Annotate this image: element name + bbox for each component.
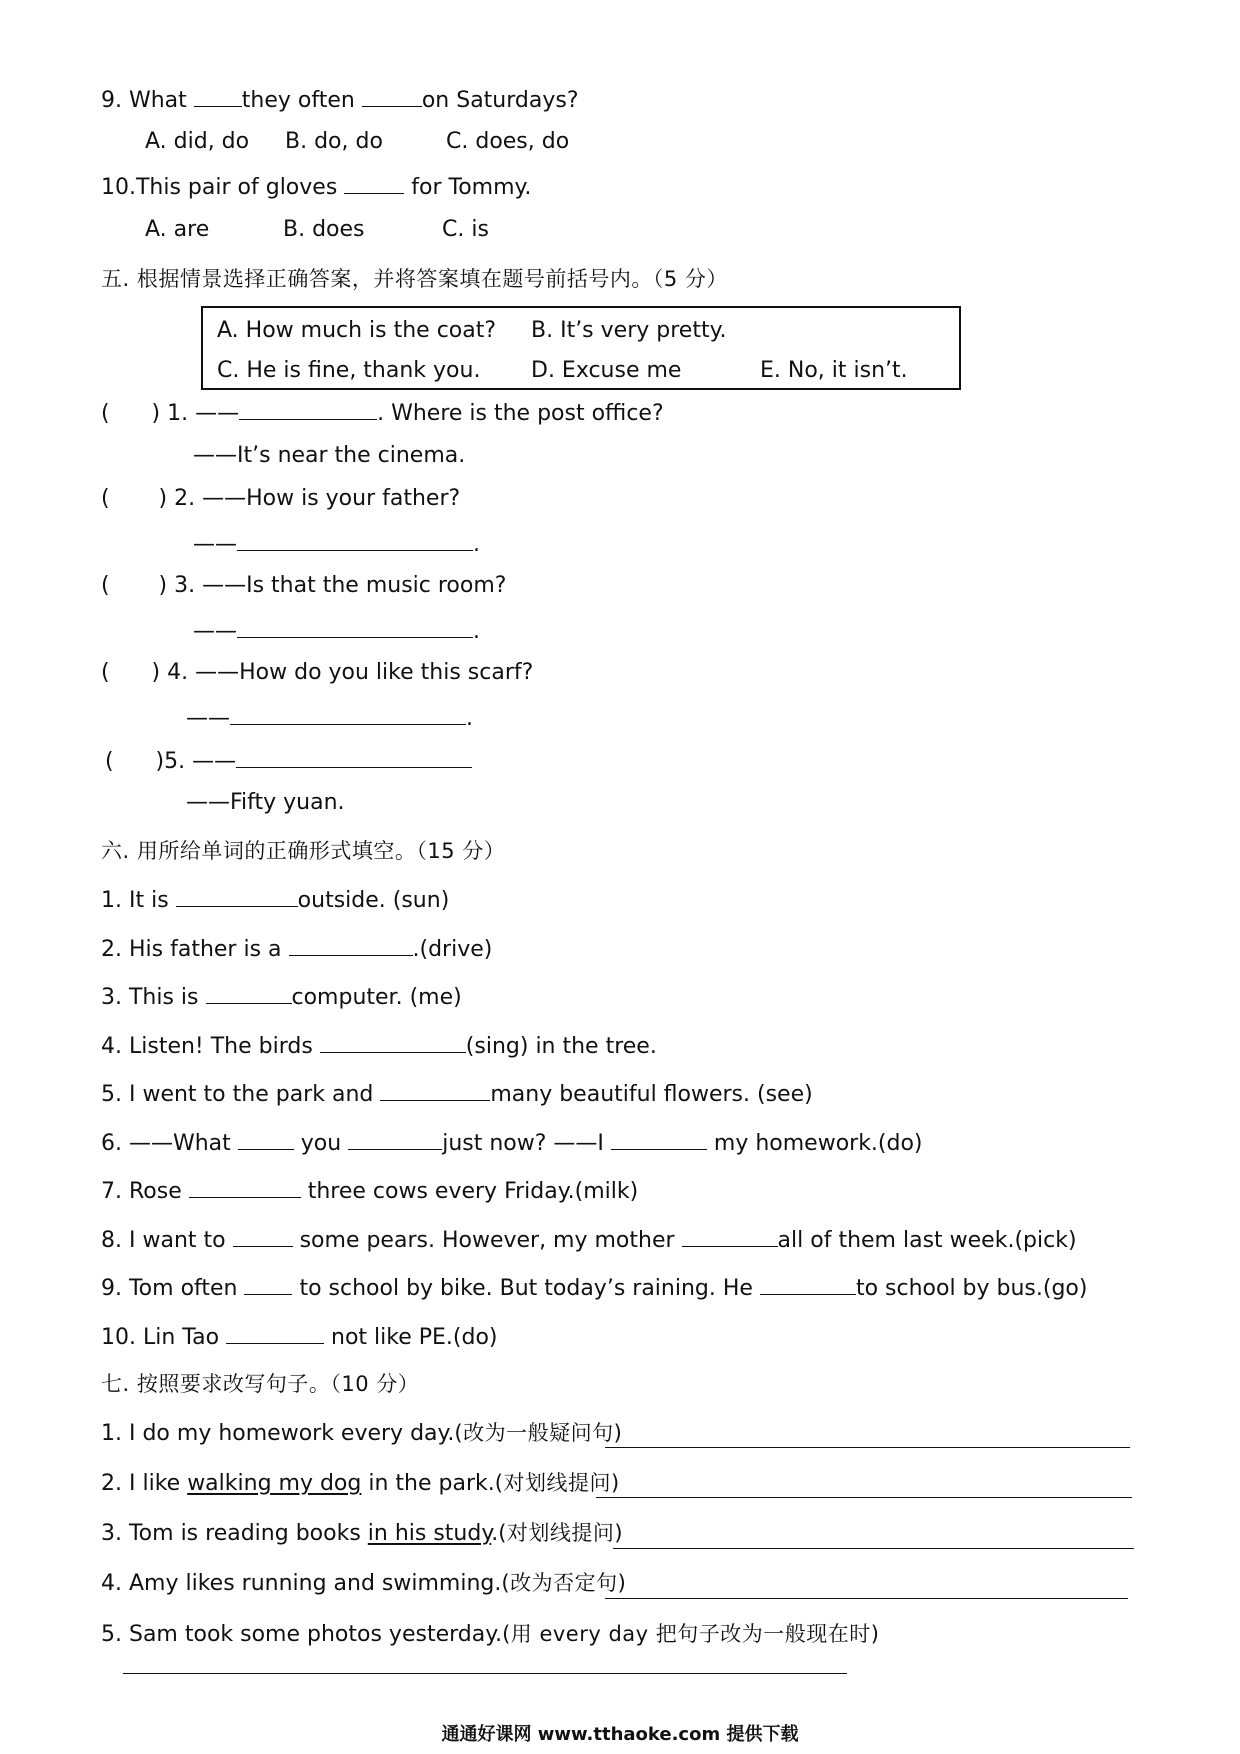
answer-line[interactable] (613, 1548, 1134, 1549)
text: in the park. (361, 1471, 495, 1496)
answer-line[interactable] (605, 1598, 1128, 1599)
answer-blank[interactable] (611, 1127, 707, 1150)
rewrite-question-5 (101, 1619, 879, 1650)
fill-question-9 (101, 1272, 1087, 1304)
fill-question-5 (101, 1078, 813, 1110)
answer-blank[interactable] (239, 397, 377, 420)
choice-b: B. It’s very pretty. (531, 318, 727, 343)
dialogue-item-5 (105, 745, 472, 777)
text: computer. (me) (291, 985, 462, 1010)
dialogue-item-4 (101, 658, 533, 688)
underlined-phrase: in his study (367, 1521, 492, 1546)
answer-blank[interactable] (233, 1224, 293, 1247)
requirement: (对划线提问) (498, 1521, 624, 1545)
mc-q10-option-b: B. does (283, 217, 365, 242)
answer-choices-box (201, 306, 961, 390)
fill-question-6 (101, 1127, 923, 1159)
fill-question-2 (101, 933, 492, 965)
answer-blank[interactable] (189, 1175, 301, 1198)
footer-download-note: 通通好课网 www.tthaoke.com 提供下载 (441, 1724, 799, 1745)
answer-blank[interactable] (237, 615, 473, 638)
dialogue-item-5-reply: ——Fifty yuan. (186, 790, 345, 815)
text: not like PE.(do) (324, 1325, 498, 1350)
answer-blank[interactable] (226, 1321, 324, 1344)
answer-paren[interactable]: ( )5. (105, 749, 186, 774)
fill-question-1 (101, 884, 449, 916)
mc-q9-option-a: A. did, do (145, 129, 250, 154)
answer-paren[interactable]: ( ) 2. (101, 486, 196, 511)
text: 7. Rose (101, 1179, 189, 1204)
dialogue-item-2-reply (193, 528, 480, 560)
section-7-heading: 七. 按照要求改写句子。（10 分） (101, 1372, 420, 1396)
text: just now? ——I (442, 1131, 611, 1156)
dialogue-item-1-reply: ——It’s near the cinema. (193, 443, 466, 468)
mc-q9-option-b: B. do, do (285, 129, 383, 154)
text: —— (193, 619, 237, 644)
underlined-phrase: walking my dog (187, 1471, 362, 1496)
answer-blank[interactable] (230, 702, 466, 725)
choice-d: D. Excuse me (531, 358, 682, 383)
dialogue-item-3-reply (193, 615, 480, 647)
text: ——Is that the music room? (202, 573, 507, 598)
text: 3. Tom is reading books (101, 1521, 368, 1546)
requirement: (对划线提问) (494, 1471, 620, 1495)
answer-blank[interactable] (206, 981, 292, 1004)
answer-blank[interactable] (176, 884, 298, 907)
answer-blank[interactable] (362, 84, 422, 107)
dialogue-item-2 (101, 484, 460, 514)
answer-blank[interactable] (237, 528, 473, 551)
mc-q9-option-c: C. does, do (446, 129, 570, 154)
text: all of them last week.(pick) (777, 1228, 1077, 1253)
text: . (466, 706, 473, 731)
answer-blank[interactable] (348, 1127, 442, 1150)
text: three cows every Friday.(milk) (300, 1179, 639, 1204)
answer-blank[interactable] (244, 1272, 292, 1295)
text: —— (193, 532, 237, 557)
mc-q10-option-a: A. are (145, 217, 210, 242)
fill-question-8 (101, 1224, 1077, 1256)
section-6-heading: 六. 用所给单词的正确形式填空。（15 分） (101, 839, 506, 863)
answer-blank[interactable] (289, 933, 413, 956)
answer-blank[interactable] (760, 1272, 856, 1295)
text: —— (192, 749, 237, 774)
answer-line[interactable] (605, 1447, 1130, 1448)
fill-question-10 (101, 1321, 498, 1353)
text: . (473, 619, 480, 644)
text: 9. Tom often (101, 1276, 245, 1301)
text: 6. ——What (101, 1131, 238, 1156)
rewrite-question-1 (101, 1418, 622, 1449)
answer-paren[interactable]: ( ) 1. (101, 401, 189, 426)
answer-blank[interactable] (380, 1078, 490, 1101)
text: outside. (sun) (297, 888, 450, 913)
text: they often (241, 88, 362, 113)
text: . (473, 532, 480, 557)
answer-blank[interactable] (682, 1224, 778, 1247)
text: 5. Sam took some photos yesterday. (101, 1622, 503, 1647)
text: many beautiful flowers. (see) (490, 1082, 813, 1107)
mc-question-10 (101, 171, 531, 203)
choice-e: E. No, it isn’t. (760, 358, 908, 383)
text: my homework.(do) (706, 1131, 923, 1156)
text: 10.This pair of gloves (101, 175, 345, 200)
answer-line[interactable] (123, 1673, 847, 1674)
text: 9. What (101, 88, 194, 113)
answer-blank[interactable] (238, 1127, 294, 1150)
text: 5. I went to the park and (101, 1082, 381, 1107)
text: 4. Listen! The birds (101, 1034, 320, 1059)
dialogue-item-3 (101, 571, 506, 601)
text: 4. Amy likes running and swimming. (101, 1571, 502, 1596)
fill-question-4 (101, 1030, 657, 1062)
rewrite-question-2 (101, 1468, 620, 1499)
requirement: (用 every day 把句子改为一般现在时) (502, 1622, 880, 1646)
text: to school by bus.(go) (855, 1276, 1088, 1301)
text: for Tommy. (404, 175, 532, 200)
section-5-heading: 五. 根据情景选择正确答案，并将答案填在题号前括号内。（5 分） (101, 267, 728, 291)
rewrite-question-4 (101, 1568, 626, 1599)
requirement: (改为一般疑问句) (454, 1421, 623, 1445)
text: —— (195, 401, 240, 426)
answer-paren[interactable]: ( ) 3. (101, 573, 196, 598)
answer-paren[interactable]: ( ) 4. (101, 660, 189, 685)
text: .(drive) (412, 937, 493, 962)
requirement: (改为否定句) (501, 1571, 627, 1595)
text: . Where is the post office? (377, 401, 664, 426)
mc-question-9 (101, 84, 579, 116)
choice-a: A. How much is the coat? (217, 318, 497, 343)
choice-c: C. He is fine, thank you. (217, 358, 481, 383)
text: you (293, 1131, 349, 1156)
text: 1. It is (101, 888, 176, 913)
text: ——How is your father? (202, 486, 461, 511)
dialogue-item-4-reply (186, 702, 473, 734)
answer-blank[interactable] (344, 171, 404, 194)
text: to school by bike. But today’s raining. He (292, 1276, 760, 1301)
answer-blank[interactable] (236, 745, 472, 768)
text: 8. I want to (101, 1228, 233, 1253)
text: 2. His father is a (101, 937, 289, 962)
text: ——How do you like this scarf? (195, 660, 534, 685)
text: some pears. However, my mother (292, 1228, 682, 1253)
rewrite-question-3 (101, 1518, 623, 1549)
text: —— (186, 706, 230, 731)
text: 1. I do my homework every day. (101, 1421, 455, 1446)
dialogue-item-1 (101, 397, 664, 429)
text: . (491, 1521, 499, 1546)
text: 3. This is (101, 985, 206, 1010)
answer-line[interactable] (596, 1497, 1132, 1498)
text: (sing) in the tree. (465, 1034, 657, 1059)
text: on Saturdays? (421, 88, 579, 113)
fill-question-3 (101, 981, 462, 1013)
mc-q10-option-c: C. is (442, 217, 489, 242)
answer-blank[interactable] (320, 1030, 466, 1053)
text: 2. I like (101, 1471, 188, 1496)
fill-question-7 (101, 1175, 638, 1207)
text: 10. Lin Tao (101, 1325, 227, 1350)
answer-blank[interactable] (194, 84, 242, 107)
